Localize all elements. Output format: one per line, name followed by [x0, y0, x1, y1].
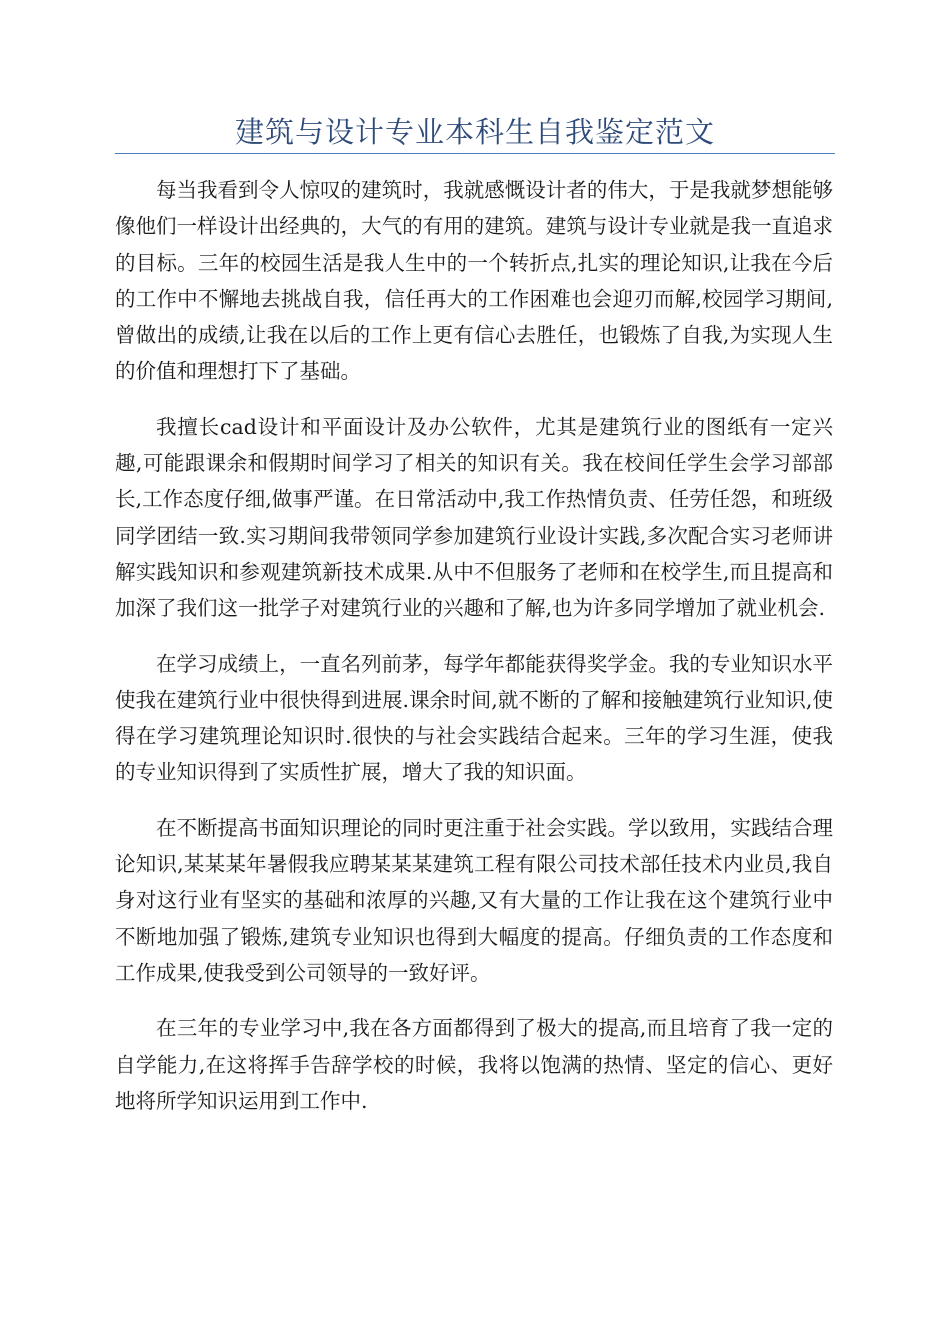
paragraph-conclusion: 在三年的专业学习中,我在各方面都得到了极大的提高,而且培育了我一定的自学能力,在这将挥手告辞学校的时候，我将以饱满的热情、坚定的信心、更好地将所学知识运用到工作中. — [115, 1016, 833, 1113]
document-title: 建筑与设计专业本科生自我鉴定范文 — [234, 115, 715, 149]
document-body — [115, 172, 833, 1138]
paragraph-practice: 在不断提高书面知识理论的同时更注重于社会实践。学以致用，实践结合理论知识,某某某年暑假我应聘某某某建筑工程有限公司技术部任技术内业员,我自身对这行业有坚实的基础和浓厚的兴趣,又有大量的工作让我在这个建筑行业中不断地加强了锻炼,建筑专业知识也得到大幅度的提高。仔细负责的工作态度和工作成果,使我受到公司领导的一致好评。 — [115, 815, 833, 985]
paragraph-skills: 我擅长cad设计和平面设计及办公软件，尤其是建筑行业的图纸有一定兴趣,可能跟课余和假期时间学习了相关的知识有关。我在校间任学生会学习部部长,工作态度仔细,做事严谨。在日常活动中,我工作热情负责、任劳任怨，和班级同学团结一致.实习期间我带领同学参加建筑行业设计实践,多次配合实习老师讲解实践知识和参观建筑新技术成果.从中不但服务了老师和在校学生,而且提高和加深了我们这一批学子对建筑行业的兴趣和了解,也为许多同学增加了就业机会. — [115, 414, 833, 621]
title-underline-rule — [115, 153, 835, 154]
paragraph-intro: 每当我看到令人惊叹的建筑时，我就感慨设计者的伟大，于是我就梦想能够像他们一样设计出经典的，大气的有用的建筑。建筑与设计专业就是我一直追求的目标。三年的校园生活是我人生中的一个转折点,扎实的理论知识,让我在今后的工作中不懈地去挑战自我，信任再大的工作困难也会迎刃而解,校园学习期间,曾做出的成绩,让我在以后的工作上更有信心去胜任，也锻炼了自我,为实现人生的价值和理想打下了基础。 — [115, 178, 833, 384]
paragraph-academics: 在学习成绩上，一直名列前茅，每学年都能获得奖学金。我的专业知识水平使我在建筑行业中很快得到进展.课余时间,就不断的了解和接触建筑行业知识,使得在学习建筑理论知识时.很快的与社会实践结合起来。三年的学习生涯，使我的专业知识得到了实质性扩展，增大了我的知识面。 — [115, 651, 833, 785]
